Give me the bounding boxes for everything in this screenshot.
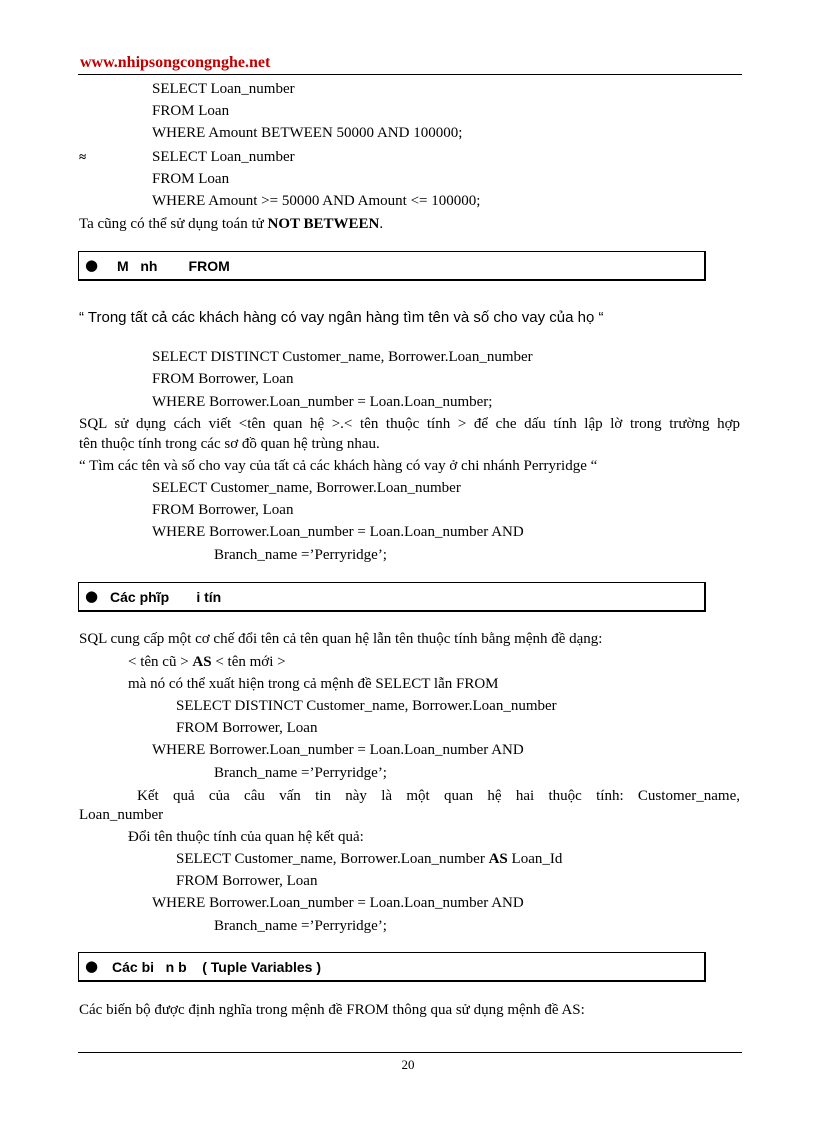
code-line: WHERE Borrower.Loan_number = Loan.Loan_number; [152,394,493,410]
section-heading: Các phĩp i tín [110,589,222,605]
footer-rule [78,1052,742,1053]
code-line: WHERE Borrower.Loan_number = Loan.Loan_number AND [152,524,524,540]
code-line: SELECT DISTINCT Customer_name, Borrower.Loan_number [176,698,557,714]
code-line: Branch_name =’Perryridge’; [214,547,387,563]
paragraph: Loan_number [79,807,164,823]
code-line: WHERE Amount BETWEEN 50000 AND 100000; [152,125,463,141]
code-line: SELECT Customer_name, Borrower.Loan_number AS Loan_Id [176,851,563,867]
paragraph: Kết quả của câu vấn tin này là một quan hệ hai thuộc tính: Customer_name, [137,788,740,804]
code-line: FROM Borrower, Loan [152,371,294,387]
code-line: WHERE Borrower.Loan_number = Loan.Loan_number AND [152,895,524,911]
paragraph: mà nó có thể xuất hiện trong cả mệnh đề SELECT lẫn FROM [128,676,499,692]
paragraph: tên thuộc tính trong các sơ đồ quan hệ trùng nhau. [79,436,380,452]
paragraph: Ta cũng có thể sử dụng toán tử NOT BETWEEN. [79,216,384,232]
code-line: SELECT Customer_name, Borrower.Loan_number [152,480,461,496]
code-line: Branch_name =’Perryridge’; [214,918,387,934]
section-heading-box [78,952,706,982]
bullet-icon: ● [85,587,99,605]
quote: “ Trong tất cả các khách hàng có vay ngân hàng tìm tên và số cho vay của họ “ [79,309,604,326]
code-line: WHERE Borrower.Loan_number = Loan.Loan_number AND [152,742,524,758]
header-rule [78,74,742,75]
approx-symbol: ≈ [79,149,87,164]
section-heading-box [78,582,706,612]
section-heading: Các bi n b ( Tuple Variables ) [112,959,322,975]
syntax-line: < tên cũ > AS < tên mới > [128,654,286,670]
page-number: 20 [401,1057,415,1072]
bullet-icon: ● [85,256,99,274]
code-line: SELECT Loan_number [152,81,295,97]
code-line: FROM Loan [152,171,230,187]
code-line: FROM Loan [152,103,230,119]
code-line: Branch_name =’Perryridge’; [214,765,387,781]
code-line: SELECT Loan_number [152,149,295,165]
code-line: FROM Borrower, Loan [176,720,318,736]
site-header-link[interactable]: www.nhipsongcongnghe.net [80,54,271,71]
bullet-icon: ● [85,957,99,975]
section-heading-box [78,251,706,281]
paragraph: SQL sử dụng cách viết <tên quan hệ >.< tên thuộc tính > để che dấu tính lập lờ trong trường hợp [79,416,740,432]
paragraph: SQL cung cấp một cơ chế đổi tên cả tên quan hệ lẫn tên thuộc tính bằng mệnh đề dạng: [79,631,603,647]
quote: “ Tìm các tên và số cho vay của tất cả các khách hàng có vay ở chi nhánh Perryridge “ [79,458,598,474]
code-line: FROM Borrower, Loan [152,502,294,518]
paragraph: Đổi tên thuộc tính của quan hệ kết quả: [128,829,364,845]
code-line: FROM Borrower, Loan [176,873,318,889]
code-line: WHERE Amount >= 50000 AND Amount <= 100000; [152,193,481,209]
paragraph: Các biến bộ được định nghĩa trong mệnh đề FROM thông qua sử dụng mệnh đề AS: [79,1002,585,1018]
code-line: SELECT DISTINCT Customer_name, Borrower.Loan_number [152,349,533,365]
section-heading: M nh FROM [117,258,230,274]
